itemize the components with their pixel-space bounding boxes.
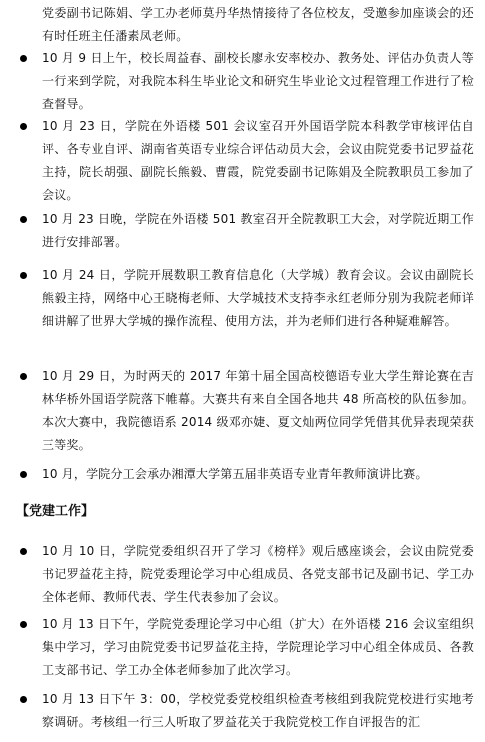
list-item: 10 月 24 日，学院开展数职工教育信息化（大学城）教育会议。会议由副院长熊毅主持，网络中心王晓梅老师、大学城技术支持李永红老师分别为我院老师详细讲解了世界大学城的操作流程、使用方法，并为老师们进行各种疑难解答。 bbox=[42, 268, 474, 328]
list-item: 10 月 10 日，学院党委组织召开了学习《榜样》观后感座谈会，会议由院党委书记罗益花主持，院党委理论学习中心组成员、各党支部书记及副书记、学工办全体老师、教师代表、学生代表参加了会议。 bbox=[42, 544, 474, 604]
bullet-icon bbox=[20, 55, 27, 62]
section-title: 【党建工作】 bbox=[16, 504, 95, 519]
list-item: 10 月 9 日上午，校长周益春、副校长廖永安率校办、教务处、评估办负责人等一行来到学院，对我院本科生毕业论文和研究生毕业论文过程管理工作进行了检查督导。 bbox=[42, 51, 474, 111]
bullet-icon bbox=[20, 548, 27, 555]
list-item: 10 月，学院分工会承办湘潭大学第五届非英语专业青年教师演讲比赛。 bbox=[42, 467, 428, 481]
list-item: 10 月 23 日晚，学院在外语楼 501 教室召开全院教职工大会，对学院近期工作进行安排部署。 bbox=[42, 212, 474, 249]
list-item: 10 月 13 日下午 3：00，学校党委党校组织检查考核组到我院党校进行实地考察调研。考核组一行三人听取了罗益花关于我院党校工作自评报告的汇 bbox=[42, 692, 474, 729]
list-item: 10 月 13 日下午，学院党委理论学习中心组（扩大）在外语楼 216 会议室组织集中学习，学习由院党委书记罗益花主持，学院理论学习中心组全体成员、各教工支部书记、学工办全体老师参加了此次学习。 bbox=[42, 617, 474, 677]
bullet-icon bbox=[20, 621, 27, 628]
bullet-icon bbox=[20, 272, 27, 279]
bullet-icon bbox=[20, 696, 27, 703]
bullet-icon bbox=[20, 373, 27, 380]
bullet-icon bbox=[20, 123, 27, 130]
bullet-icon bbox=[20, 216, 27, 223]
list-item: 10 月 29 日，为时两天的 2017 年第十届全国高校德语专业大学生辩论赛在吉林华桥外国语学院落下帷幕。大赛共有来自全国各地共 48 所高校的队伍参加。本次大赛中，我院德语系 2014 级邓亦婕、夏文灿两位同学凭借其优异表现荣获三等奖。 bbox=[42, 369, 474, 452]
list-item: 10 月 23 日，学院在外语楼 501 会议室召开外国语学院本科教学审核评估自评、各专业自评、湖南省英语专业综合评估动员大会，会议由院党委书记罗益花主持，院长胡强、副院长熊毅、曹霞，院党委副书记陈娟及全院教职员工参加了会议。 bbox=[42, 119, 474, 202]
bullet-icon bbox=[20, 471, 27, 478]
intro-continuation: 党委副书记陈娟、学工办老师莫丹华热情接待了各位校友，受邀参加座谈会的还有时任班主任潘素凤老师。 bbox=[42, 6, 474, 43]
